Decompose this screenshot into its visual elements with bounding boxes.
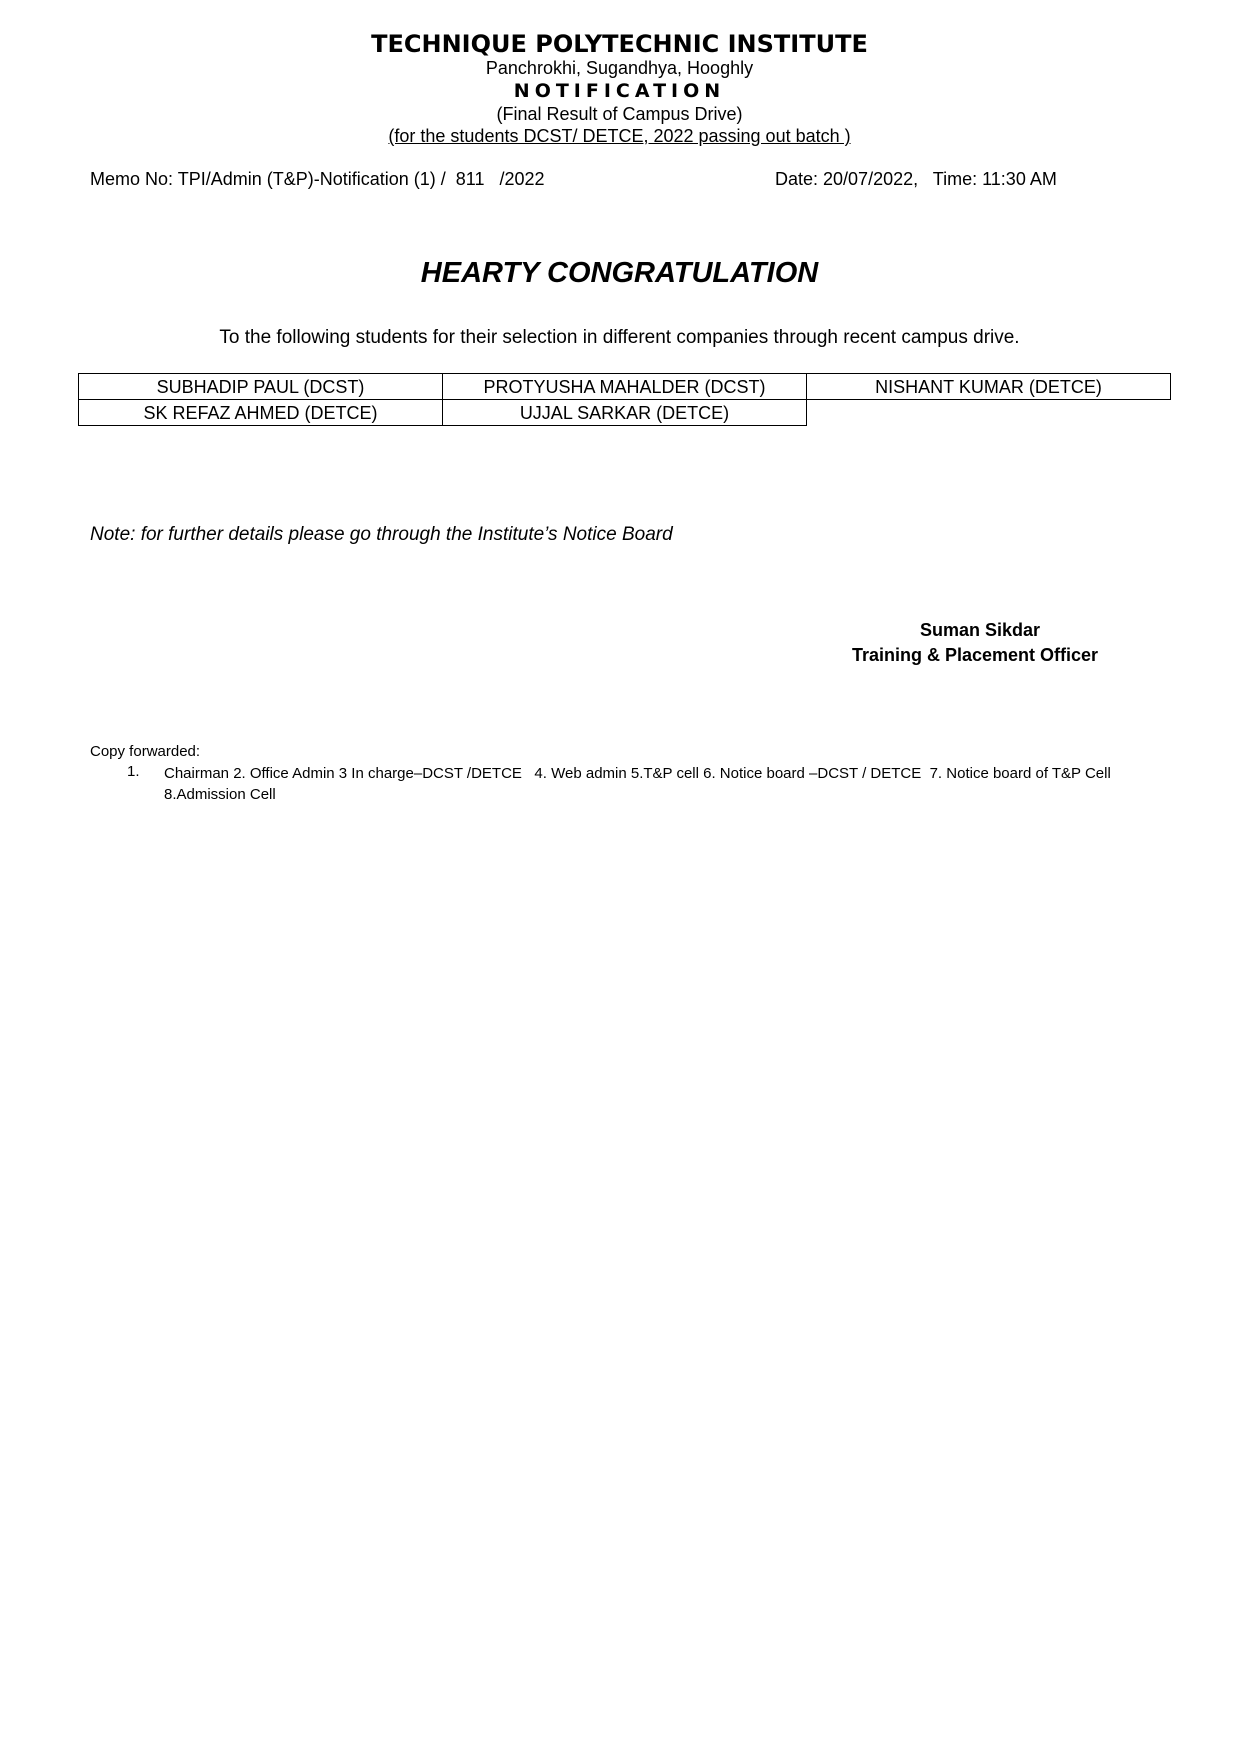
intro-text: To the following students for their selection in different companies through recent campus drive. <box>219 327 1020 348</box>
note-text: Note: for further details please go through the Institute’s Notice Board <box>90 524 673 545</box>
signatory-name: Suman Sikdar <box>919 620 1041 640</box>
date-time: Date: 20/07/2022, Time: 11:30 AM <box>775 169 1057 189</box>
batch-line: (for the students DCST/ DETCE, 2022 passing out batch ) <box>388 126 851 146</box>
copy-list-text: Chairman 2. Office Admin 3 In charge–DCST /DETCE 4. Web admin 5.T&P cell 6. Notice board –DCST / DETCE 7. Notice board of T&P Cell 8.Admission Cell <box>164 765 1111 803</box>
institute-name: TECHNIQUE POLYTECHNIC INSTITUTE <box>371 30 868 58</box>
institute-address: Panchrokhi, Sugandhya, Hooghly <box>485 58 754 78</box>
student-cell: UJJAL SARKAR (DETCE) <box>443 400 807 426</box>
student-cell: SK REFAZ AHMED (DETCE) <box>79 400 443 426</box>
copy-forwarded-heading: Copy forwarded: <box>90 743 201 760</box>
congratulation-heading: HEARTY CONGRATULATION <box>420 257 819 289</box>
student-cell: PROTYUSHA MAHALDER (DCST) <box>443 374 807 400</box>
batch-line-wrapper <box>0 126 1239 147</box>
student-cell: SUBHADIP PAUL (DCST) <box>79 374 443 400</box>
signatory-title: Training & Placement Officer <box>851 645 1099 665</box>
table-row <box>79 400 1171 426</box>
memo-number: Memo No: TPI/Admin (T&P)-Notification (1) / 811 /2022 <box>90 169 545 189</box>
notification-subtitle: (Final Result of Campus Drive) <box>496 104 743 124</box>
empty-cell <box>807 400 1171 426</box>
table-row <box>79 374 1171 400</box>
student-cell: NISHANT KUMAR (DETCE) <box>807 374 1171 400</box>
notification-label: NOTIFICATION <box>513 80 726 102</box>
copy-list-number: 1. <box>127 763 140 780</box>
students-table <box>78 373 1171 426</box>
